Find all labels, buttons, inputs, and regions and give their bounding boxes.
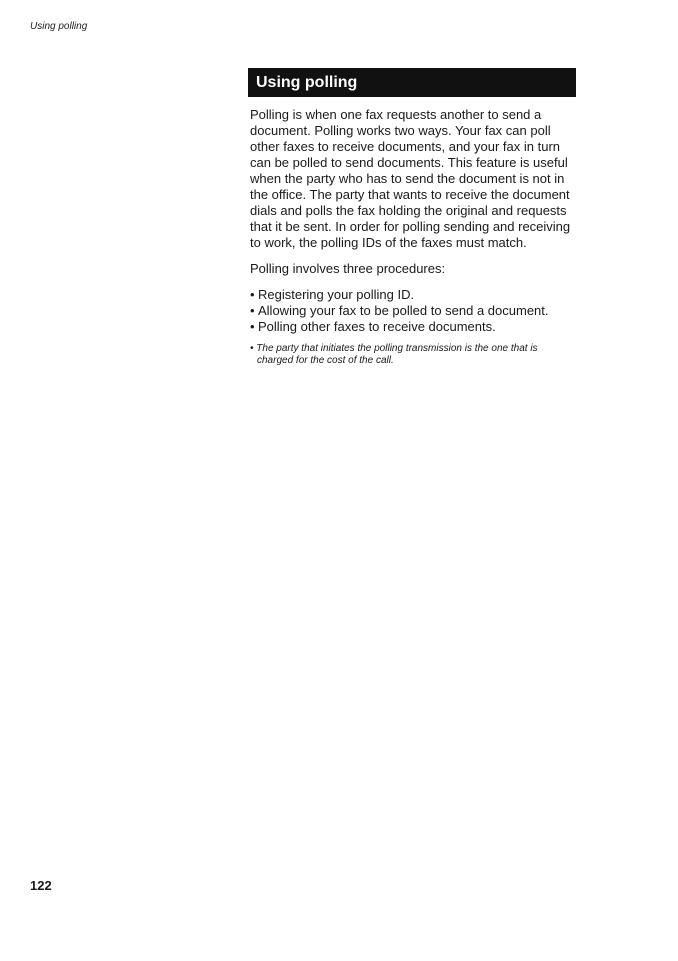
page-number: 122 xyxy=(30,878,52,893)
intro-paragraph: Polling is when one fax requests another to send a document. Polling works two ways. Your fax can poll other faxes to receive documents, and your fax in turn can be polled to send documents. This feature is useful when the party who has to send the document is not in the office. The party that wants to receive the document dials and polls the fax holding the original and requests that it be sent. In order for polling sending and receiving to work, the polling IDs of the faxes must match. xyxy=(250,107,571,250)
section-body xyxy=(250,107,572,377)
section-title: Using polling xyxy=(248,68,576,97)
list-item: • Registering your polling ID. xyxy=(250,287,415,302)
procedures-list xyxy=(250,287,572,335)
running-header: Using polling xyxy=(30,21,88,32)
bullet-icon: • xyxy=(250,319,255,334)
list-item: • Allowing your fax to be polled to send a document. xyxy=(250,303,549,318)
bullet-icon: • xyxy=(250,303,255,318)
list-item: • Polling other faxes to receive documents. xyxy=(250,319,496,334)
bullet-icon: • xyxy=(250,287,255,302)
bullet-icon: • xyxy=(250,343,257,354)
note: • The party that initiates the polling transmission is the one that is charged for the cost of the call. xyxy=(250,343,538,366)
procedures-lead: Polling involves three procedures: xyxy=(250,261,446,276)
